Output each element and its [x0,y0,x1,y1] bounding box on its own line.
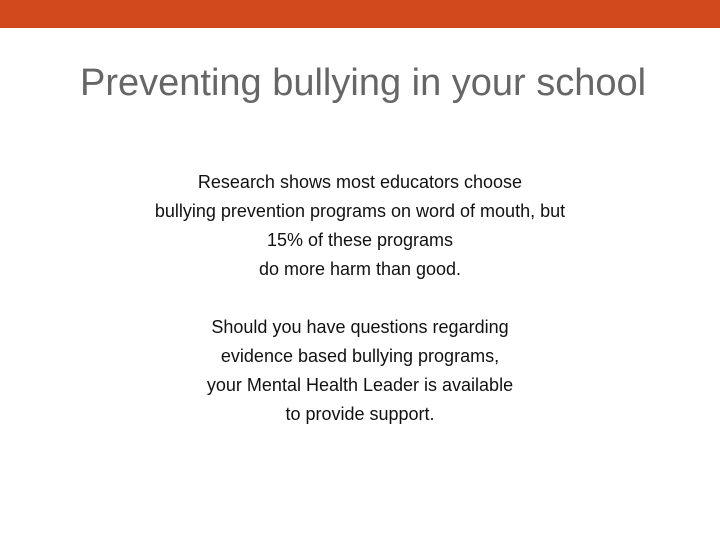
body-line: bullying prevention programs on word of mouth, but [154,201,566,221]
body-line: Research shows most educators choose [197,172,523,192]
body-line: 15% of these programs [266,230,454,250]
body-line: evidence based bullying programs, [220,346,500,366]
body-line: your Mental Health Leader is available [206,375,514,395]
body-line: Should you have questions regarding [211,317,509,337]
slide-body [60,168,660,429]
body-line: to provide support. [285,404,435,424]
slide-title: Preventing bullying in your school [80,62,647,104]
accent-top-bar [0,0,720,28]
paragraph-spacer [60,284,660,313]
body-line: do more harm than good. [258,259,462,279]
